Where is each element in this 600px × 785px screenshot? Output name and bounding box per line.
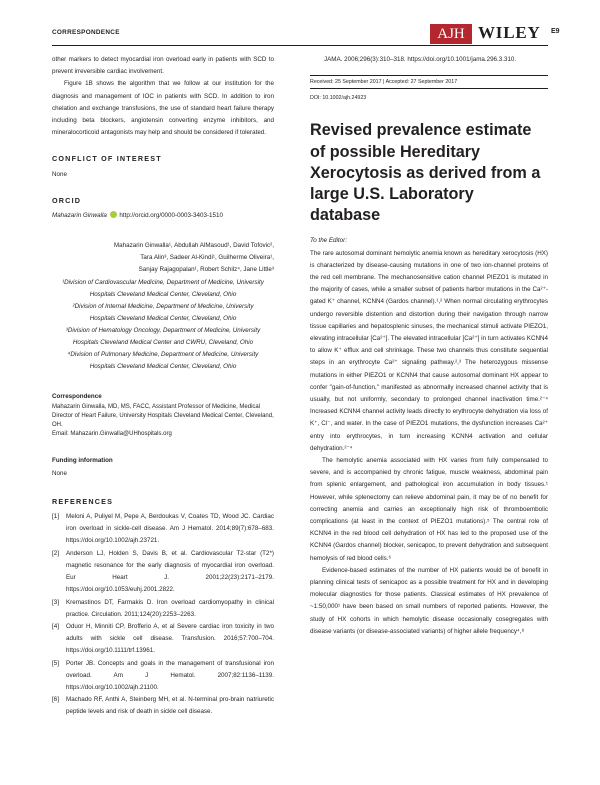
reference-number: [2] bbox=[52, 549, 59, 557]
body-paragraph: Figure 1B shows the algorithm that we follow at our institution for the diagnosis and management of IOC in patients with SCD. In addition to iron chelation and exchange transfusions, the use of standard heart failure therapy including beta blockers, angiotensin converting enzyme inhibitors, and mineralocorticoid antagonists may help and should be considered if tolerated. bbox=[52, 80, 274, 137]
left-column bbox=[52, 54, 274, 719]
received-accepted-dates: Received: 25 September 2017 | Accepted: 27 September 2017 bbox=[310, 75, 548, 89]
affiliation-list bbox=[52, 277, 274, 374]
references-heading: REFERENCES bbox=[52, 496, 114, 506]
header-divider bbox=[52, 45, 548, 46]
correspondence-email[interactable]: Email: Mahazarin.Ginwalla@UHhospitals.org bbox=[52, 431, 172, 438]
reference-text: Meloni A, Puliyel M, Pepe A, Berdoukas V, Coates TD, Wood JC. Cardiac iron overload in sickle-cell disease. Am J Hematol. 2014;89(7):678–683. https://doi.org/10.1002/ajh.23721. bbox=[66, 513, 274, 545]
orcid-heading: ORCID bbox=[52, 195, 82, 205]
reference-number: [5] bbox=[52, 659, 59, 667]
funding-heading: Funding information bbox=[52, 457, 113, 465]
reference-item bbox=[52, 694, 274, 718]
orcid-icon bbox=[110, 211, 117, 218]
author-line: Tara Alin³, Sadeer Al-Kindi¹, Guilherme Oliveira¹, bbox=[140, 254, 274, 262]
author-list bbox=[52, 240, 274, 276]
reference-item bbox=[52, 658, 274, 695]
reference-item bbox=[52, 548, 274, 597]
reference-item bbox=[52, 621, 274, 658]
correspondence-text: Mahazarin Ginwalla, MD, MS, FACC, Assistant Professor of Medicine, Medical Director of Heart Failure, University Hospitals Cleveland Medical Center, Cleveland, OH. bbox=[52, 404, 274, 429]
affiliation-line: ³Division of Hematology Oncology, Department of Medicine, University bbox=[65, 326, 261, 334]
body-paragraph: The hemolytic anemia associated with HX varies from fully compensated to severe, and is accompanied by chronic fatigue, muscle weakness, abdominal pain from splenic enlargement, and pathological iron accumulation in body tissues.¹ However, while splenectomy can relieve abdominal pain, it may be of no benefit for correcting anemia and carries an exceptionally high risk of thromboembolic complications (at least in the context of PIEZO1 mutations).⁵ The central role of KCNN4 in the red blood cell dehydration of HX has led to the proposed use of the KCNN4 (Gardos channel) blocker, senicapoc, to prevent dehydration and subsequent hemolysis of red blood cells.⁶ bbox=[310, 456, 548, 562]
reference-item bbox=[52, 511, 274, 548]
reference-number: [3] bbox=[52, 598, 59, 606]
publisher-logo: WILEY bbox=[478, 23, 541, 42]
affiliation-line: ¹Division of Cardiovascular Medicine, Department of Medicine, University bbox=[62, 278, 264, 286]
body-paragraph: The rare autosomal dominant hemolytic anemia known as hereditary xerocytosis (HX) is characterized by disease-causing mutations in one of two ion-channel proteins of the red cell membrane. The mechanosensitive cation channel PIEZO1 is mutated in the majority of cases, while a smaller subset of patients harbor mutations in the Ca²⁺-gated K⁺ channel, KCNN4 (Gardos channel).¹,² When normal circulating erythrocytes undergo reversible distention and distortion during their navigation through narrow tissue capillaries and hepatosplenic sinuses, the mechanical stimuli activate PIEZO1, elevating intracellular [Ca²⁺]. The elevated intracellular [Ca²⁺] in turn activates KCNN4 to allow K⁺ efflux and cell shrinkage. These two channels thus constitute sequential steps in an erythrocyte Ca²⁺ signaling pathway.²,³ The heterozygous missense mutations in either PIEZO1 or KCNN4 that cause autosomal dominant HX appear to confer "gain-of-function," manifested as abnormally increased channel activity that is usually, but not uniformly, secondary to prolonged channel inactivation time.²⁻⁴ Increased KCNN4 channel activity leads directly to erythrocyte dehydration via loss of K⁺, Cl⁻, and water. In the case of PIEZO1 mutations, the dysfunction increases Ca²⁺ entry into erythrocytes, in turn increasing KCNN4 activation and cellular dehydration.²⁻⁴ bbox=[310, 249, 548, 452]
reference-number: [6] bbox=[52, 696, 59, 704]
correspondence-block bbox=[52, 391, 274, 439]
reference-number: [1] bbox=[52, 513, 59, 521]
affiliation-line: Hospitals Cleveland Medical Center, Cleveland, Ohio bbox=[89, 314, 237, 322]
affiliation-line: Hospitals Cleveland Medical Center, Cleveland, Ohio bbox=[89, 290, 237, 298]
right-column bbox=[310, 54, 548, 638]
orcid-line bbox=[52, 210, 274, 222]
reference-text: Kremastinos DT, Farmakis D. Iron overload cardiomyopathy in clinical practice. Circulation. 2011;124(20):2253–2263. bbox=[66, 598, 274, 618]
author-line: Mahazarin Ginwalla¹, Abdullah AlMasoud¹, David Tofovic², bbox=[113, 242, 274, 250]
conflict-text: None bbox=[52, 170, 67, 178]
page-header bbox=[0, 0, 600, 46]
journal-logo: AJH bbox=[430, 24, 472, 44]
salutation: To the Editor: bbox=[310, 237, 347, 245]
funding-block bbox=[52, 455, 274, 479]
correspondence-heading: Correspondence bbox=[52, 393, 102, 401]
conflict-heading: CONFLICT OF INTEREST bbox=[52, 154, 162, 164]
reference-item bbox=[52, 597, 274, 621]
page-number: E9 bbox=[551, 28, 560, 35]
funding-text: None bbox=[52, 469, 67, 477]
body-paragraph: Evidence-based estimates of the number of HX patients would be of benefit in planning clinical tests of senicapoc as a possible treatment for HX and in developing molecular diagnostics for those patients. Classical estimates of HX prevalence of ~1:50,000¹ have been based on small numbers of reported patients. However, the study of HX cohorts in which hemolytic disease occasionally cosegregates with disease variants (or disease-associated variants) of higher allele frequency⁴,⁸ bbox=[310, 566, 548, 635]
section-label: CORRESPONDENCE bbox=[52, 29, 120, 36]
body-paragraph: other markers to detect myocardial iron overload early in patients with SCD to prevent irreversible cardiac involvement. bbox=[52, 56, 274, 76]
reference-list bbox=[52, 511, 274, 718]
reference-text: Porter JB. Concepts and goals in the management of transfusional iron overload. Am J Hematol. 2007;82:1136–1139. https://doi.org/10.1002/ajh.21100. bbox=[66, 659, 274, 691]
article-doi[interactable]: DOI: 10.1002/ajh.24923 bbox=[310, 95, 367, 102]
article-title: Revised prevalence estimate of possible Hereditary Xerocytosis as derived from a large U.S. Laboratory database bbox=[310, 121, 541, 225]
reference-continuation: JAMA. 2006;296(3):310–318. https://doi.org/10.1001/jama.296.3.310. bbox=[324, 56, 517, 63]
reference-number: [4] bbox=[52, 622, 59, 630]
reference-text: Anderson LJ, Holden S, Davis B, et al. Cardiovascular T2-star (T2*) magnetic resonance for the early diagnosis of myocardial iron overload. Eur Heart J. 2001;22(23):2171–2179. https://doi.org/10.1053/euhj.2001.2822. bbox=[66, 549, 274, 594]
affiliation-line: Hospitals Cleveland Medical Center and CWRU, Cleveland, Ohio bbox=[72, 338, 254, 346]
author-line: Sanjay Rajagopalan¹, Robert Schilz⁴, Jane Little³ bbox=[138, 266, 274, 274]
affiliation-line: Hospitals Cleveland Medical Center, Cleveland, Ohio bbox=[89, 363, 237, 371]
affiliation-line: ⁴Division of Pulmonary Medicine, Department of Medicine, University bbox=[67, 351, 259, 359]
reference-text: Machado RF, Anthi A, Steinberg MH, et al. N-terminal pro-brain natriuretic peptide levels and risk of death in sickle cell disease. bbox=[66, 696, 274, 716]
affiliation-line: ²Division of Internal Medicine, Department of Medicine, University bbox=[72, 302, 254, 310]
orcid-name: Mahazarin Ginwalla bbox=[52, 212, 107, 220]
orcid-link[interactable]: http://orcid.org/0000-0003-3403-1510 bbox=[119, 212, 223, 220]
reference-text: Oduor H, Minniti CP, Brofferio A, et al Severe cardiac iron toxicity in two adults with sickle cell disease. Transfusion. 2016;57:700–704. https://doi.org/10.1111/trf.13961. bbox=[66, 622, 274, 655]
